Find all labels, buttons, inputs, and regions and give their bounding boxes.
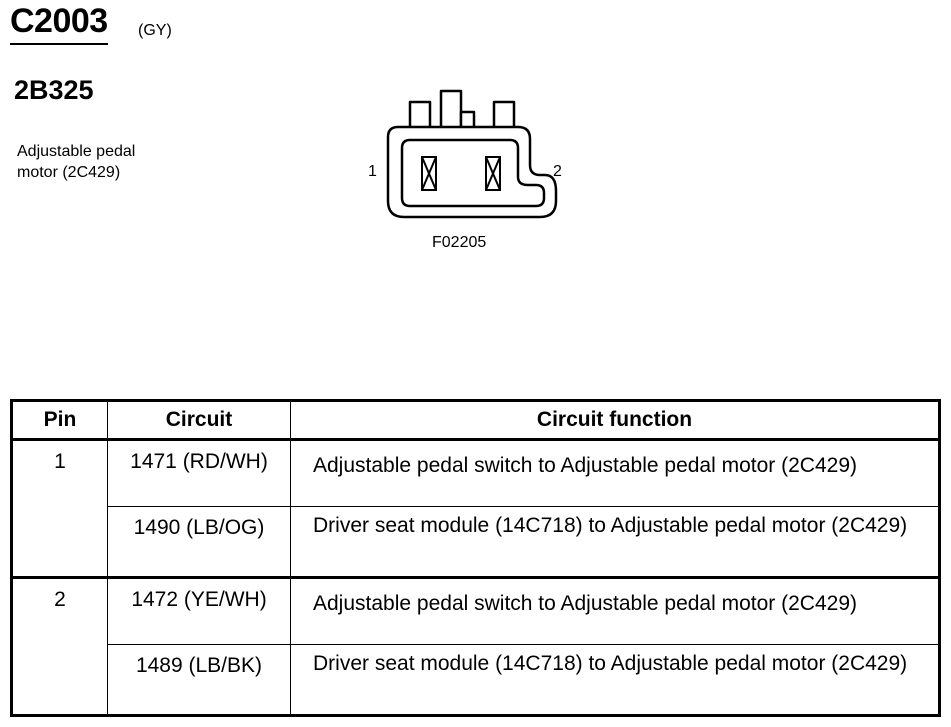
function-cell: Adjustable pedal switch to Adjustable pedal motor (2C429) (291, 440, 940, 507)
circuit-cell: 1471 (RD/WH) (108, 440, 291, 507)
circuit-cell: 1472 (YE/WH) (108, 578, 291, 645)
pin-label-2: 2 (553, 163, 562, 180)
circuit-cell: 1489 (LB/BK) (108, 645, 291, 716)
function-cell: Driver seat module (14C718) to Adjustable pedal motor (2C429) (291, 645, 940, 716)
color-code: (GY) (138, 22, 172, 39)
table-row (12, 645, 940, 716)
header-circuit: Circuit (108, 401, 291, 440)
latch-tab-left (410, 102, 430, 127)
function-cell: Driver seat module (14C718) to Adjustable pedal motor (2C429) (291, 507, 940, 578)
table-row (12, 507, 940, 578)
latch-tab-center (441, 91, 461, 127)
circuit-cell: 1490 (LB/OG) (108, 507, 291, 578)
header-function: Circuit function (291, 401, 940, 440)
figure-id: F02205 (432, 234, 487, 251)
function-cell: Adjustable pedal switch to Adjustable pedal motor (2C429) (291, 578, 940, 645)
connector-id: C2003 (10, 2, 108, 45)
latch-tab-small (461, 112, 474, 127)
table-row (12, 440, 940, 507)
component-description (17, 141, 217, 183)
part-number: 2B325 (14, 75, 94, 105)
pin-number: 2 (12, 578, 108, 716)
component-line-1: Adjustable pedal (17, 143, 136, 160)
latch-tab-right (494, 102, 514, 127)
pin-number: 1 (12, 440, 108, 578)
pin-label-1: 1 (368, 163, 377, 180)
header-pin: Pin (12, 401, 108, 440)
pin-group-1 (12, 440, 940, 578)
component-line-2: motor (2C429) (17, 164, 121, 181)
table-header-row (12, 401, 940, 440)
pin-group-2 (12, 578, 940, 716)
table-row (12, 578, 940, 645)
pinout-table (10, 399, 941, 717)
